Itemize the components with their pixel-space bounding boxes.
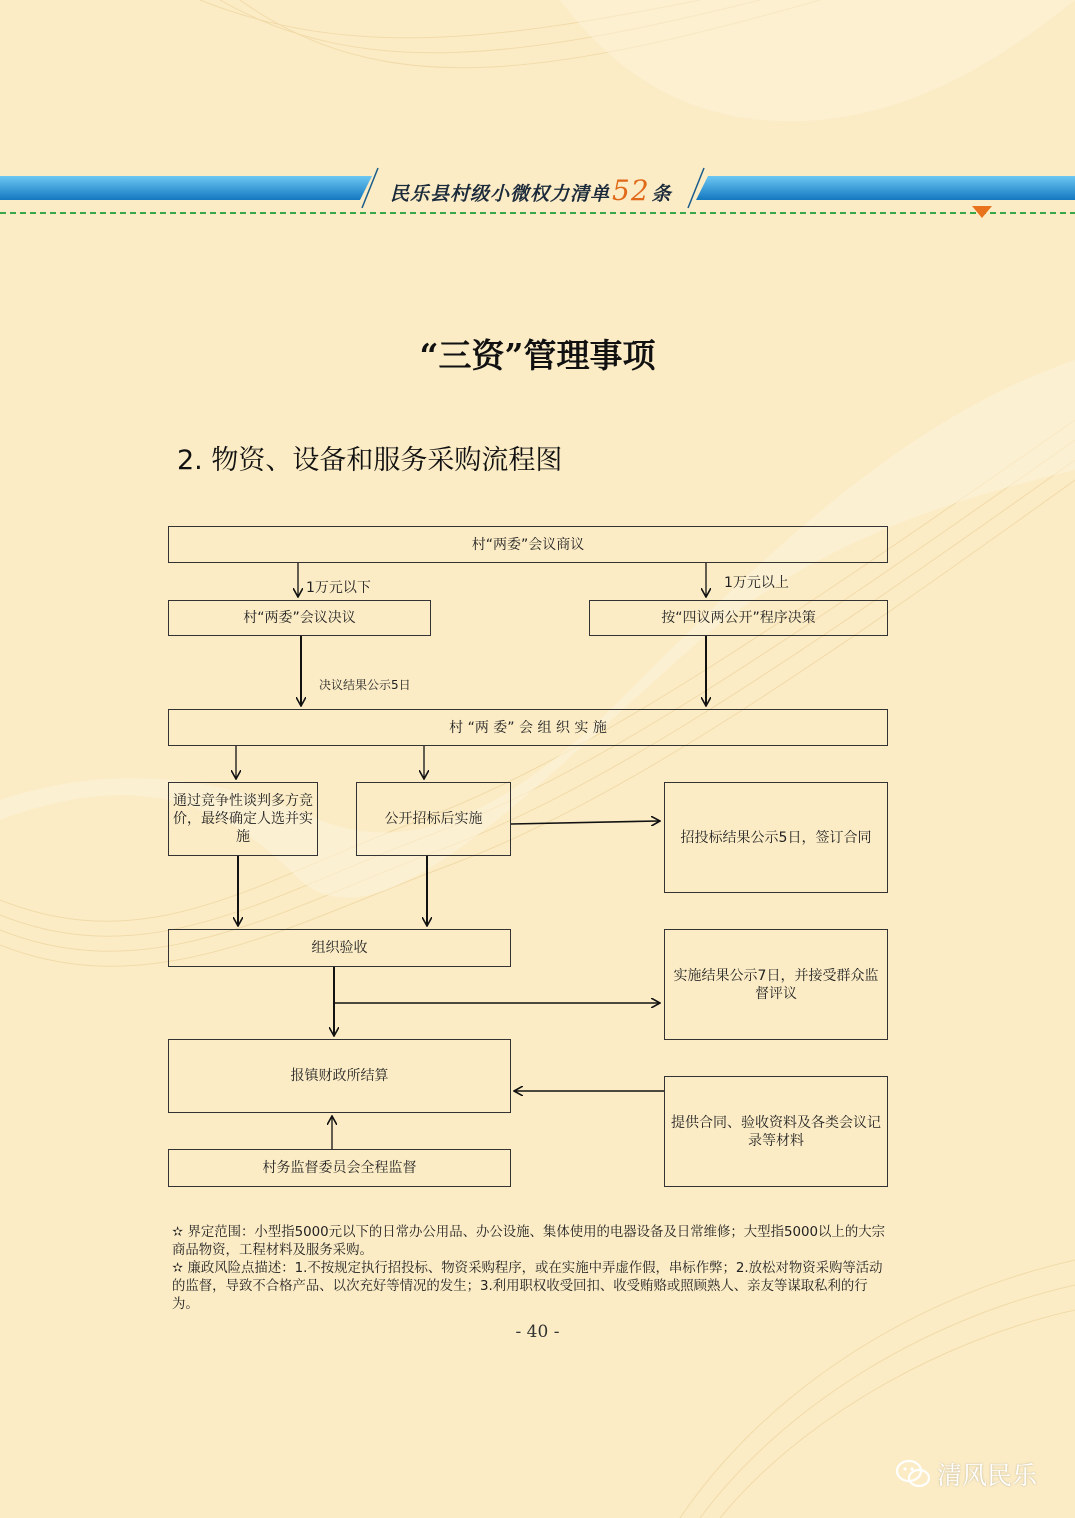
- header-title-text: 民乐县村级小微权力清单: [390, 183, 611, 205]
- box-competitive-negotiation: 通过竞争性谈判多方竞价，最终确定人选并实施: [168, 782, 318, 856]
- box-bid-result: 招投标结果公示5日，签订合同: [664, 782, 888, 893]
- box-result-publicity: 实施结果公示7日，并接受群众监督评议: [664, 929, 888, 1040]
- header-title: [390, 174, 690, 207]
- box-supervision: 村务监督委员会全程监督: [168, 1149, 511, 1187]
- wechat-icon: [895, 1459, 931, 1489]
- box-implement: 村 “两 委” 会 组 织 实 施: [168, 709, 888, 746]
- notes: [172, 1224, 892, 1314]
- header-title-suffix: 条: [651, 183, 672, 205]
- page-title: “三资”管理事项: [419, 336, 656, 375]
- box-committee-resolution: 村“两委”会议决议: [168, 600, 431, 636]
- note-risk: ✫ 廉政风险点描述：1.不按规定执行招投标、物资采购程序，或在实施中弄虚作假，串标作弊；2.放松对物资采购等活动的监督，导致不合格产品、以次充好等情况的发生；3.利用职权收受回扣、收受贿赂或照顾熟人、亲友等谋取私利的行为。: [172, 1261, 883, 1312]
- box-settlement: 报镇财政所结算: [168, 1039, 511, 1113]
- box-materials: 提供合同、验收资料及各类会议记录等材料: [664, 1076, 888, 1187]
- box-acceptance: 组织验收: [168, 929, 511, 967]
- watermark-text: 清风民乐: [937, 1461, 1038, 1490]
- watermark: [895, 1456, 1037, 1492]
- note-scope: ✫ 界定范围：小型指5000元以下的日常办公用品、办公设施、集体使用的电器设备及日常维修；大型指5000以上的大宗商品物资，工程材料及服务采购。: [172, 1225, 885, 1258]
- section-title: 2. 物资、设备和服务采购流程图: [177, 445, 563, 476]
- label-below-10k: 1万元以下: [306, 580, 371, 596]
- page-number: - 40 -: [515, 1322, 560, 1342]
- box-four-two-decision: 按“四议两公开”程序决策: [589, 600, 888, 636]
- box-committee-discussion: 村“两委”会议商议: [168, 526, 888, 563]
- box-public-bidding: 公开招标后实施: [356, 782, 511, 856]
- label-resolution-publicity: 决议结果公示5日: [319, 678, 411, 692]
- header-title-number: 52: [612, 174, 650, 207]
- label-above-10k: 1万元以上: [724, 575, 789, 591]
